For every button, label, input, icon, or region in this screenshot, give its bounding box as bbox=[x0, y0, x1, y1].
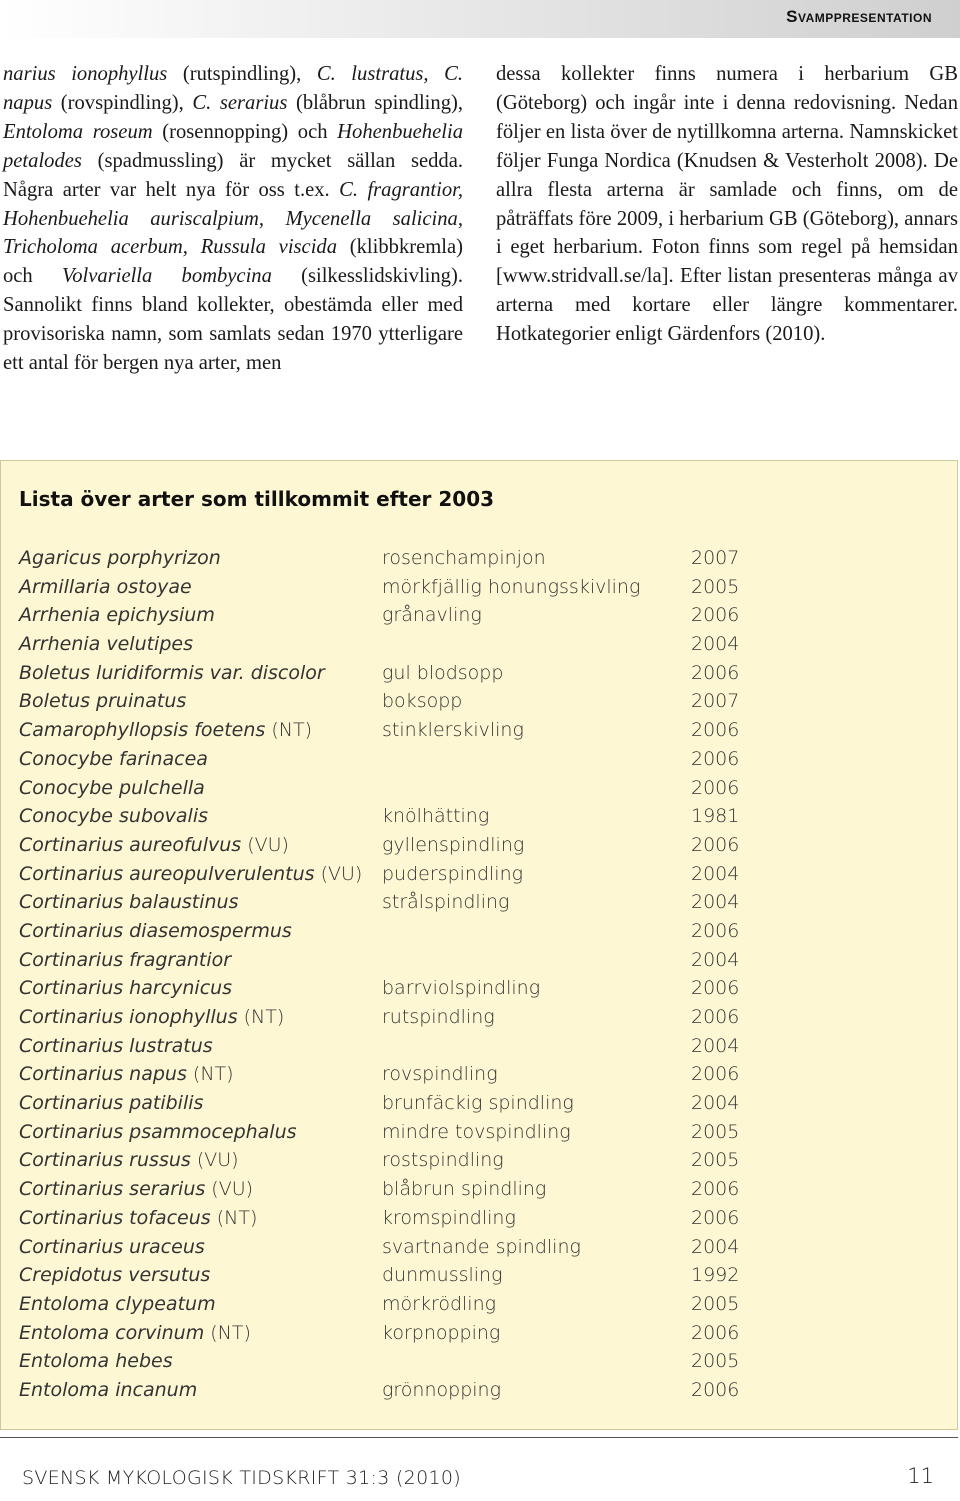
species-row bbox=[19, 946, 939, 975]
species-row bbox=[19, 1347, 939, 1376]
swedish-name: barrviolspindling bbox=[382, 977, 541, 1000]
latin-name-text: Cortinarius aureopulverulentus bbox=[19, 862, 315, 885]
species-row bbox=[19, 1003, 939, 1032]
body-text: (rovspindling), bbox=[52, 91, 193, 114]
red-list-status: (NT) bbox=[210, 1206, 258, 1229]
species-name: Volvariella bombycina bbox=[61, 265, 272, 288]
latin-name-text: Boletus pruinatus bbox=[19, 690, 187, 713]
swedish-name: mörkrödling bbox=[382, 1292, 497, 1315]
year-found: 2006 bbox=[691, 1063, 740, 1086]
species-row bbox=[19, 774, 939, 803]
swedish-name: knölhätting bbox=[382, 805, 490, 828]
year-found: 1981 bbox=[691, 805, 740, 828]
swedish-name: dunmussling bbox=[382, 1264, 503, 1287]
swedish-name: blåbrun spindling bbox=[382, 1178, 547, 1201]
species-row bbox=[19, 630, 939, 659]
body-text: (silkesslidskivling). Sannolikt finns bland kollekter, obestämda eller med provisoriska namn, som samlats sedan 1970 ytterligare ett antal för bergen nya arter, men bbox=[3, 265, 463, 375]
latin-name-text: Armillaria ostoyae bbox=[19, 575, 192, 598]
species-row bbox=[19, 1376, 939, 1405]
species-row bbox=[19, 802, 939, 831]
swedish-name: grönnopping bbox=[382, 1378, 501, 1401]
species-list bbox=[19, 544, 939, 1405]
latin-name bbox=[19, 860, 362, 889]
latin-name-text: Entoloma incanum bbox=[19, 1378, 198, 1401]
year-found: 2004 bbox=[691, 1034, 740, 1057]
footer-divider bbox=[0, 1437, 958, 1438]
latin-name-text: Crepidotus versutus bbox=[19, 1264, 211, 1287]
species-row bbox=[19, 1032, 939, 1061]
swedish-name: kromspindling bbox=[382, 1206, 516, 1229]
year-found: 2006 bbox=[691, 604, 740, 627]
latin-name-text: Cortinarius serarius bbox=[19, 1178, 206, 1201]
species-row bbox=[19, 1146, 939, 1175]
latin-name bbox=[19, 802, 208, 831]
swedish-name: rovspindling bbox=[382, 1063, 498, 1086]
year-found: 2006 bbox=[691, 1006, 740, 1028]
page-number: 11 bbox=[907, 1464, 934, 1488]
year-found: 2006 bbox=[691, 776, 740, 799]
swedish-name: brunfäckig spindling bbox=[382, 1092, 574, 1115]
year-found: 2005 bbox=[691, 1149, 740, 1172]
latin-name-text: Entoloma corvinum bbox=[19, 1321, 205, 1344]
year-found: 2005 bbox=[691, 1120, 740, 1143]
red-list-status: (VU) bbox=[205, 1178, 254, 1201]
left-text-column bbox=[3, 60, 463, 378]
swedish-name: stinklerskivling bbox=[382, 719, 524, 742]
latin-name bbox=[19, 917, 292, 946]
latin-name bbox=[19, 974, 232, 1003]
latin-name-text: Agaricus porphyrizon bbox=[19, 547, 221, 569]
year-found: 2004 bbox=[691, 1235, 740, 1258]
latin-name-text: Conocybe pulchella bbox=[19, 776, 205, 799]
year-found: 2005 bbox=[691, 1292, 740, 1315]
year-found: 2006 bbox=[691, 977, 740, 1000]
right-text-column bbox=[496, 60, 958, 349]
species-name: C. lustratus, C. napus bbox=[3, 63, 464, 114]
latin-name bbox=[19, 1175, 253, 1204]
species-row bbox=[19, 974, 939, 1003]
species-row bbox=[19, 745, 939, 774]
year-found: 2006 bbox=[691, 1206, 740, 1229]
red-list-status: (NT) bbox=[265, 719, 312, 742]
species-name: Entoloma roseum bbox=[3, 120, 153, 143]
latin-name bbox=[19, 745, 208, 774]
latin-name-text: Conocybe subovalis bbox=[19, 805, 209, 828]
species-row bbox=[19, 1118, 939, 1147]
species-row bbox=[19, 544, 939, 573]
swedish-name: mindre tovspindling bbox=[382, 1120, 571, 1143]
year-found: 2005 bbox=[691, 1350, 740, 1373]
latin-name-text: Arrhenia velutipes bbox=[19, 633, 193, 656]
year-found: 2006 bbox=[691, 1378, 740, 1401]
latin-name bbox=[19, 1233, 205, 1262]
species-row bbox=[19, 1233, 939, 1262]
year-found: 2004 bbox=[691, 862, 740, 885]
red-list-status: (NT) bbox=[204, 1321, 251, 1344]
red-list-status: (VU) bbox=[190, 1149, 239, 1172]
right-paragraph: dessa kollekter finns numera i herbarium GB (Göteborg) och ingår inte i denna redovisning. Nedan följer en lista över de nytillkomna arterna. Namnskicket följer Funga Nordica (Knudsen & Vesterholt 2008). De allra flesta arterna är samlade och finns, om de påträffats före 2009, i herbarium GB (Göteborg), annars i eget herbarium. Foton finns som regel på hemsidan [www.stridvall.se/la]. Efter listan presenteras många av arterna med kortare eller längre kommentarer. Hotkategorier enligt Gärdenfors (2010). bbox=[496, 63, 958, 346]
latin-name bbox=[19, 1118, 297, 1147]
year-found: 2006 bbox=[691, 719, 740, 742]
latin-name bbox=[19, 1347, 173, 1376]
latin-name-text: Cortinarius harcynicus bbox=[19, 977, 233, 1000]
year-found: 2006 bbox=[691, 833, 740, 856]
species-row bbox=[19, 1175, 939, 1204]
year-found: 2006 bbox=[691, 919, 740, 942]
latin-name bbox=[19, 1204, 257, 1233]
latin-name-text: Cortinarius fragrantior bbox=[19, 948, 232, 971]
year-found: 2004 bbox=[691, 633, 740, 656]
latin-name-text: Arrhenia epichysium bbox=[19, 604, 215, 627]
latin-name bbox=[19, 1032, 213, 1061]
latin-name bbox=[19, 831, 289, 860]
latin-name bbox=[19, 659, 325, 688]
body-text: (rosennopping) och bbox=[152, 120, 338, 143]
species-row bbox=[19, 659, 939, 688]
red-list-status: (NT) bbox=[186, 1063, 234, 1086]
species-row bbox=[19, 1204, 939, 1233]
latin-name-text: Cortinarius diasemospermus bbox=[19, 919, 292, 942]
latin-name bbox=[19, 601, 215, 630]
latin-name-text: Cortinarius lustratus bbox=[19, 1034, 213, 1057]
year-found: 2007 bbox=[691, 690, 740, 713]
red-list-status: (VU) bbox=[241, 833, 289, 856]
year-found: 2006 bbox=[691, 747, 740, 770]
species-name: C. fragrantior, Hohenbuehelia auriscalpium, Mycenella salicina, Tricholoma acerbum, Russula viscida bbox=[3, 178, 464, 259]
latin-name bbox=[19, 687, 186, 716]
latin-name-text: Cortinarius patibilis bbox=[19, 1092, 204, 1115]
year-found: 2005 bbox=[691, 575, 740, 598]
swedish-name: gyllenspindling bbox=[382, 833, 525, 856]
swedish-name: rostspindling bbox=[382, 1149, 504, 1172]
latin-name-text: Cortinarius psammocephalus bbox=[19, 1120, 297, 1143]
latin-name bbox=[19, 888, 238, 917]
year-found: 2004 bbox=[691, 1092, 740, 1115]
body-text: (klibbkremla) och bbox=[3, 236, 463, 288]
latin-name bbox=[19, 1060, 234, 1089]
latin-name bbox=[19, 1290, 216, 1319]
species-row bbox=[19, 573, 939, 602]
year-found: 2004 bbox=[691, 948, 740, 971]
year-found: 2007 bbox=[691, 547, 740, 569]
latin-name-text: Cortinarius aureofulvus bbox=[19, 833, 242, 856]
latin-name-text: Cortinarius tofaceus bbox=[19, 1206, 211, 1229]
red-list-status: (NT) bbox=[237, 1006, 285, 1028]
latin-name bbox=[19, 1319, 251, 1348]
year-found: 1992 bbox=[691, 1264, 740, 1287]
species-row bbox=[19, 601, 939, 630]
species-row bbox=[19, 1261, 939, 1290]
species-name: C. serarius bbox=[192, 91, 288, 114]
swedish-name: rosenchampinjon bbox=[382, 547, 546, 569]
species-name: narius ionophyllus bbox=[3, 63, 168, 85]
body-text: (blåbrun spindling), bbox=[287, 91, 464, 114]
latin-name-text: Boletus luridiformis var. discolor bbox=[19, 661, 325, 684]
species-row bbox=[19, 831, 939, 860]
latin-name-text: Cortinarius ionophyllus bbox=[19, 1006, 238, 1028]
latin-name-text: Entoloma hebes bbox=[19, 1350, 173, 1373]
species-row bbox=[19, 1060, 939, 1089]
latin-name-text: Cortinarius napus bbox=[19, 1063, 187, 1086]
species-row bbox=[19, 687, 939, 716]
species-list-box bbox=[0, 460, 958, 1430]
species-row bbox=[19, 917, 939, 946]
latin-name bbox=[19, 1146, 239, 1175]
year-found: 2006 bbox=[691, 1321, 740, 1344]
section-header-band bbox=[0, 0, 960, 38]
year-found: 2006 bbox=[691, 661, 740, 684]
latin-name-text: Cortinarius uraceus bbox=[19, 1235, 205, 1258]
latin-name bbox=[19, 1089, 203, 1118]
latin-name-text: Cortinarius balaustinus bbox=[19, 891, 239, 914]
year-found: 2006 bbox=[691, 1178, 740, 1201]
latin-name bbox=[19, 1261, 210, 1290]
swedish-name: korpnopping bbox=[382, 1321, 501, 1344]
species-row bbox=[19, 1319, 939, 1348]
latin-name-text: Conocybe farinacea bbox=[19, 747, 208, 770]
swedish-name: svartnande spindling bbox=[382, 1235, 581, 1258]
swedish-name: boksopp bbox=[382, 690, 463, 713]
swedish-name: grånavling bbox=[382, 604, 482, 627]
species-name: Hohenbuehelia petalodes bbox=[3, 120, 463, 172]
species-row bbox=[19, 716, 939, 745]
journal-citation: SVENSK MYKOLOGISK TIDSKRIFT 31:3 (2010) bbox=[22, 1467, 461, 1489]
latin-name bbox=[19, 716, 312, 745]
latin-name bbox=[19, 774, 205, 803]
swedish-name: rutspindling bbox=[382, 1006, 495, 1028]
species-row bbox=[19, 888, 939, 917]
box-title: Lista över arter som tillkommit efter 2003 bbox=[19, 487, 495, 511]
latin-name bbox=[19, 1003, 284, 1032]
body-text: (rutspindling), bbox=[167, 63, 317, 85]
section-label: Svamppresentation bbox=[786, 7, 932, 26]
species-row bbox=[19, 860, 939, 889]
swedish-name: mörkfjällig honungsskivling bbox=[382, 575, 641, 598]
latin-name-text: Camarophyllopsis foetens bbox=[19, 719, 266, 742]
body-text: (spadmussling) är mycket sällan sedda. Några arter var helt nya för oss t.ex. bbox=[3, 149, 463, 201]
latin-name-text: Entoloma clypeatum bbox=[19, 1292, 216, 1315]
latin-name bbox=[19, 544, 221, 573]
red-list-status: (VU) bbox=[314, 862, 363, 885]
left-paragraph bbox=[3, 60, 463, 378]
latin-name bbox=[19, 630, 193, 659]
latin-name bbox=[19, 573, 192, 602]
latin-name-text: Cortinarius russus bbox=[19, 1149, 191, 1172]
species-row bbox=[19, 1290, 939, 1319]
swedish-name: puderspindling bbox=[382, 862, 524, 885]
latin-name bbox=[19, 1376, 197, 1405]
year-found: 2004 bbox=[691, 891, 740, 914]
swedish-name: gul blodsopp bbox=[382, 661, 504, 684]
species-row bbox=[19, 1089, 939, 1118]
swedish-name: strålspindling bbox=[382, 891, 510, 914]
latin-name bbox=[19, 946, 231, 975]
